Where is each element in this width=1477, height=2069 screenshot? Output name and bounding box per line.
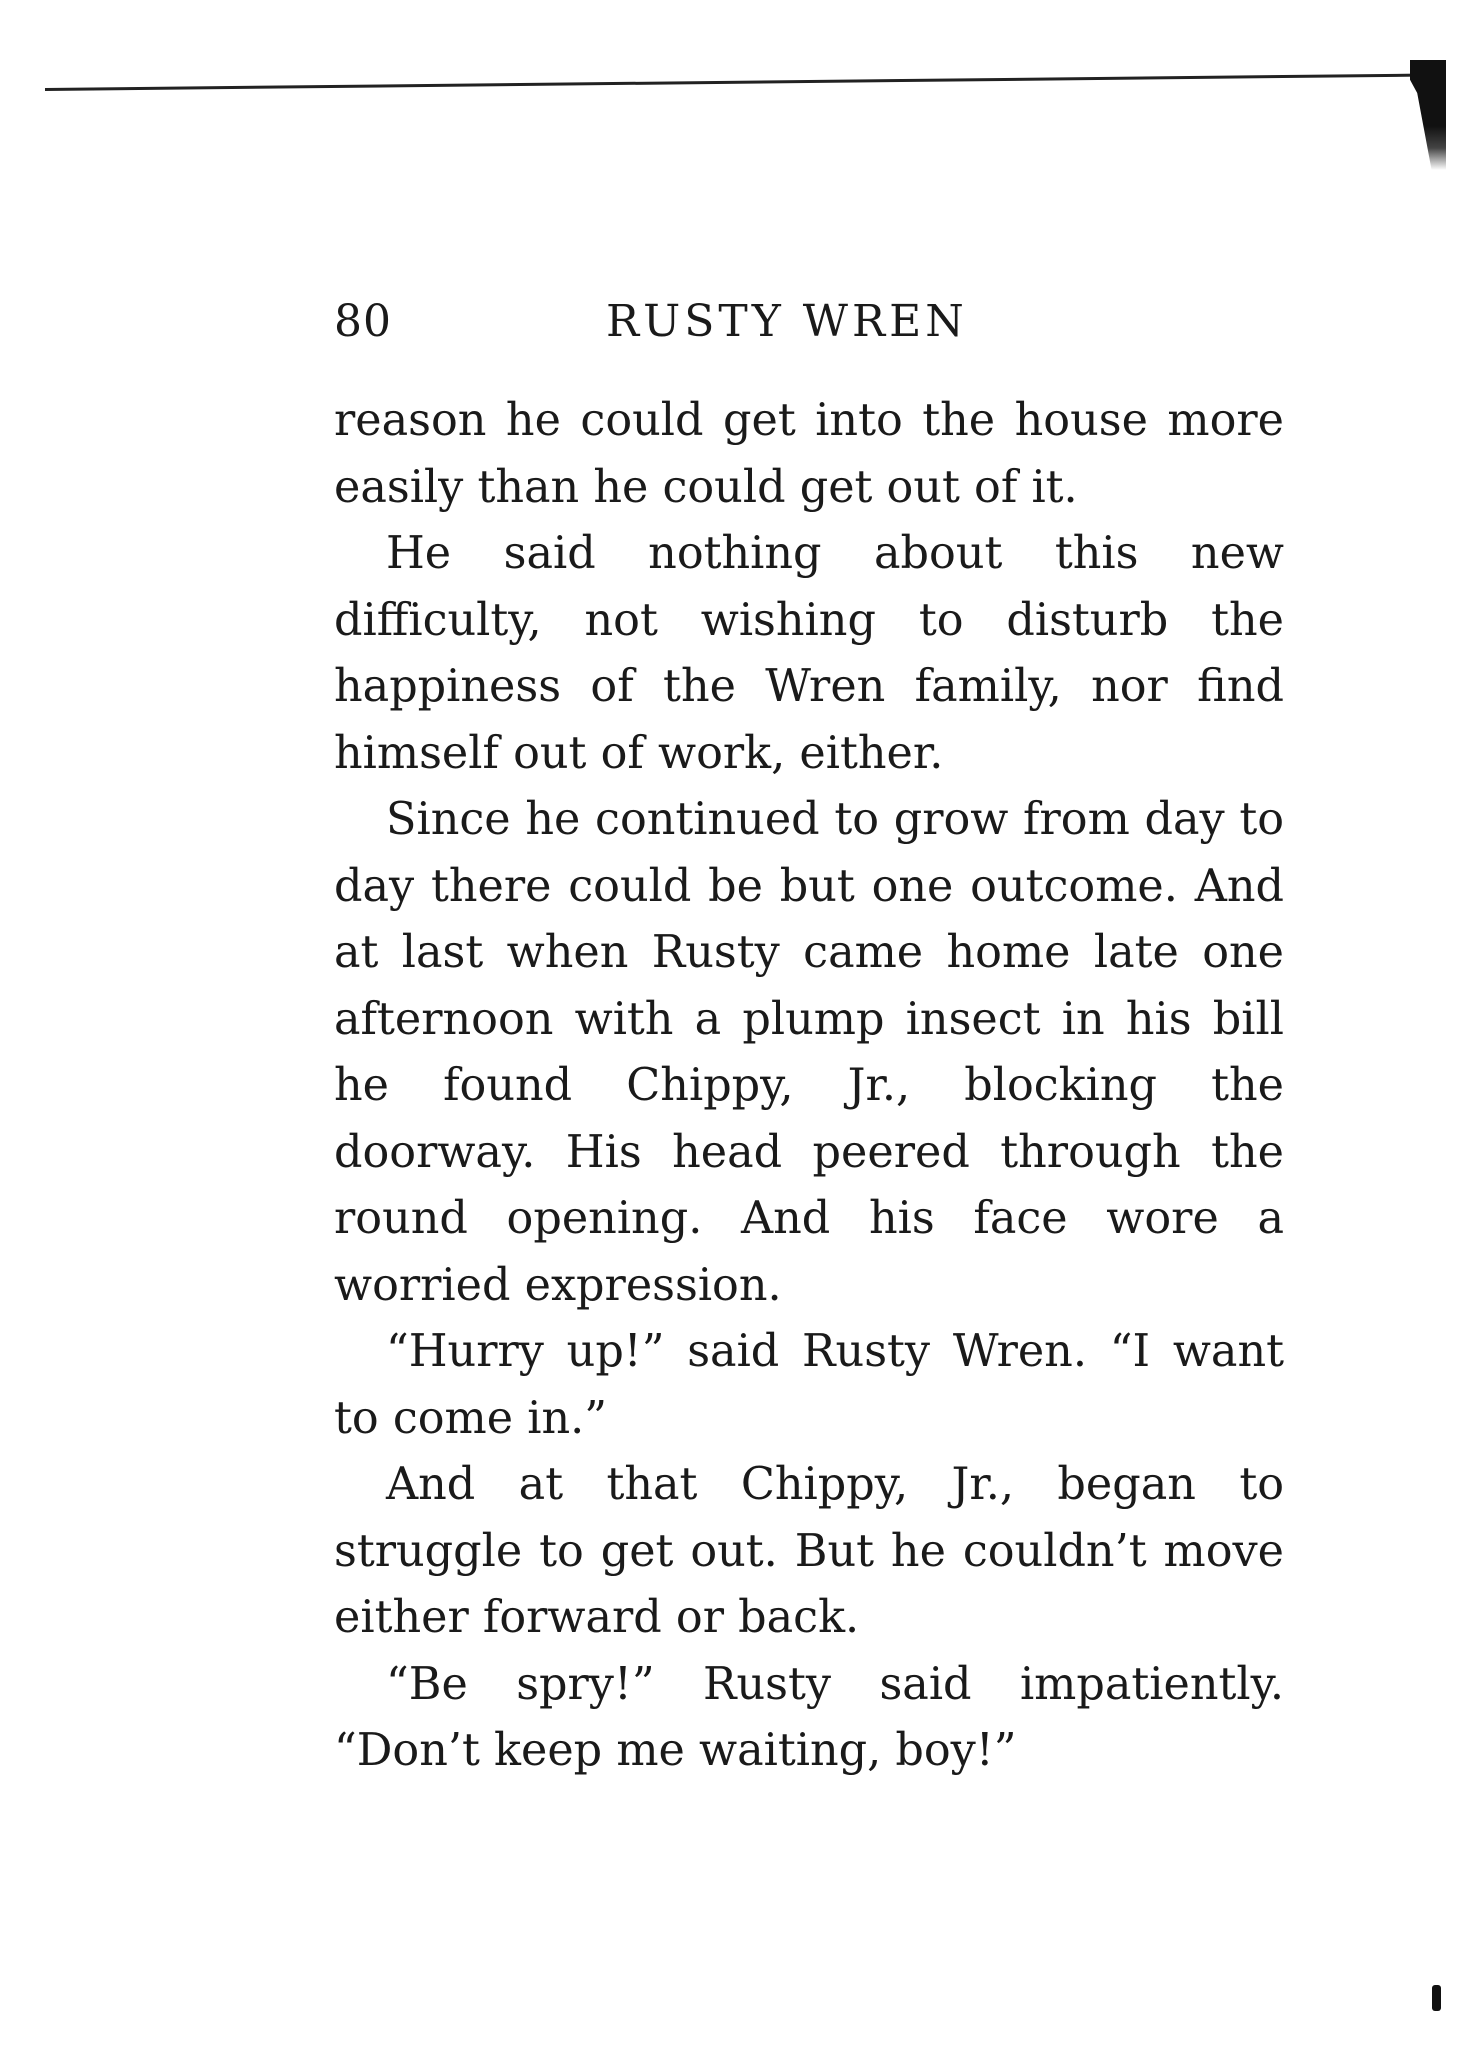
scan-corner-shadow [1410,60,1446,170]
page-number: 80 [334,296,392,347]
scan-edge-line [45,74,1425,91]
paragraph: And at that Chippy, Jr., began to struggle to get out. But he couldn’t move either forward or back. [334,1459,1284,1643]
paragraph: He said nothing about this new difficulty, not wishing to disturb the happiness of the Wren family, nor find himself out of work, either. [334,528,1284,779]
paragraph: “Be spry!” Rusty said impatiently. “Don’t keep me waiting, boy!” [334,1658,1284,1776]
scan-edge-mark [1432,1985,1441,2011]
paragraph: Since he continued to grow from day to day there could be but one outcome. And at last when Rusty came home late one afternoon with a plump insect in his bill he found Chippy, Jr., blocking the doorway. His head peered through the round opening. And his face wore a worried expression. [334,794,1284,1311]
page-header [334,296,1294,356]
paragraph: reason he could get into the house more easily than he could get out of it. [334,395,1284,513]
body-text [334,388,1284,1785]
paragraph: “Hurry up!” said Rusty Wren. “I want to come in.” [334,1326,1284,1444]
running-title: RUSTY WREN [606,296,968,347]
